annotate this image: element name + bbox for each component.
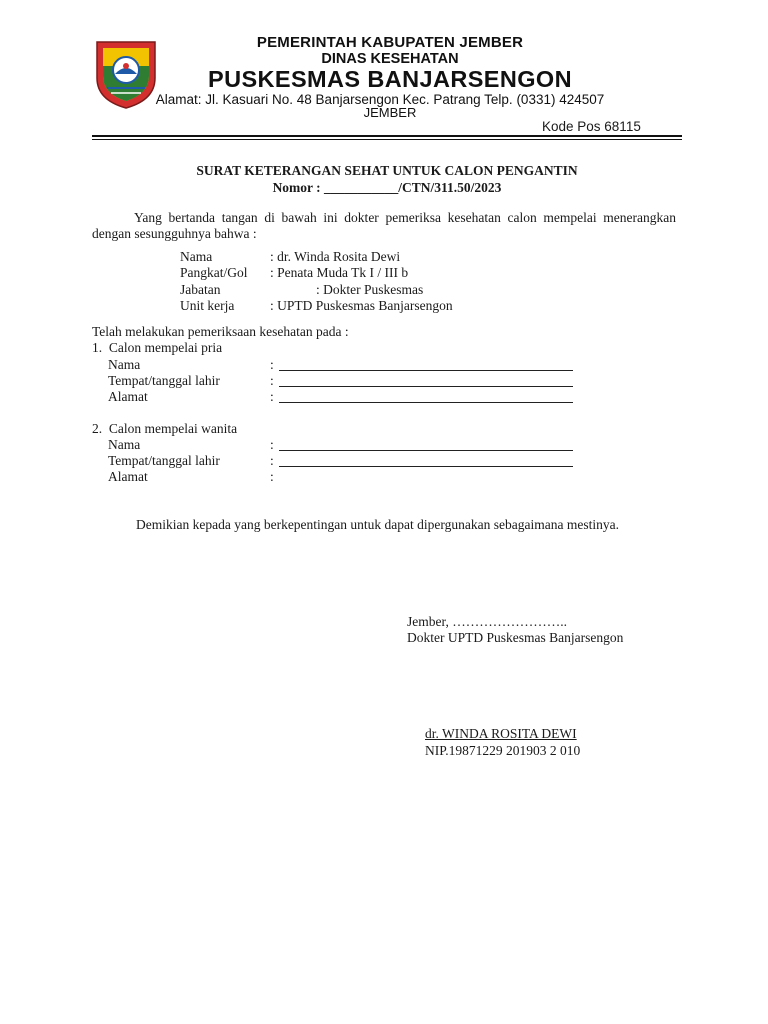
signature-nip: NIP.19871229 201903 2 010 [425,743,581,758]
signature-name: dr. WINDA ROSITA DEWI [425,726,577,741]
signer-jabatan-label: Jabatan [180,282,221,297]
signature-place-date: Jember, …………………….. [407,614,567,629]
document-number: Nomor : ___________/CTN/311.50/2023 [272,180,502,195]
groom-alamat-label: Alamat [108,389,148,404]
closing-statement: Demikian kepada yang berkepentingan untuk dapat dipergunakan sebagaimana mestinya. [136,517,619,532]
bride-ttl-blank[interactable] [279,466,573,467]
intro-paragraph: Yang bertanda tangan di bawah ini dokter pemeriksa kesehatan calon mempelai menerangkan dengan sesungguhnya bahwa : [92,210,676,241]
signer-pangkat-value: : Penata Muda Tk I / III b [270,265,409,280]
groom-alamat-colon: : [270,389,274,404]
bride-alamat-label: Alamat [108,469,148,484]
agency-name: PEMERINTAH KABUPATEN JEMBER [256,34,524,51]
signer-unit-value: : UPTD Puskesmas Banjarsengon [270,298,453,313]
bride-ttl-colon: : [270,453,274,468]
address: Alamat: Jl. Kasuari No. 48 Banjarsengon Kec. Patrang Telp. (0331) 424507 [155,92,605,107]
groom-nama-blank[interactable] [279,370,573,371]
bride-nama-colon: : [270,437,274,452]
signer-jabatan-value: : Dokter Puskesmas [316,282,424,297]
bride-alamat-colon: : [270,469,274,484]
groom-ttl-blank[interactable] [279,386,573,387]
signer-unit-label: Unit kerja [180,298,235,313]
groom-nama-label: Nama [108,357,141,372]
groom-nama-colon: : [270,357,274,372]
groom-heading: 1. Calon mempelai pria [92,340,223,355]
bride-nama-blank[interactable] [279,450,573,451]
letterhead-divider [92,135,682,137]
bride-heading: 2. Calon mempelai wanita [92,421,238,436]
bride-nama-label: Nama [108,437,141,452]
signer-nama-label: Nama [180,249,213,264]
institution-name: PUSKESMAS BANJARSENGON [208,66,572,92]
letterhead-divider-thin [92,139,682,140]
exam-intro: Telah melakukan pemeriksaan kesehatan pada : [92,324,349,339]
department-name: DINAS KESEHATAN [321,51,459,67]
postal-code: Kode Pos 68115 [542,119,641,134]
groom-alamat-blank[interactable] [279,402,573,403]
groom-ttl-label: Tempat/tanggal lahir [108,373,220,388]
signature-role: Dokter UPTD Puskesmas Banjarsengon [407,630,624,645]
bride-ttl-label: Tempat/tanggal lahir [108,453,220,468]
city: JEMBER [363,105,417,120]
groom-ttl-colon: : [270,373,274,388]
signer-pangkat-label: Pangkat/Gol [180,265,248,280]
signer-nama-value: : dr. Winda Rosita Dewi [270,249,401,264]
document-title: SURAT KETERANGAN SEHAT UNTUK CALON PENGANTIN [196,163,578,178]
